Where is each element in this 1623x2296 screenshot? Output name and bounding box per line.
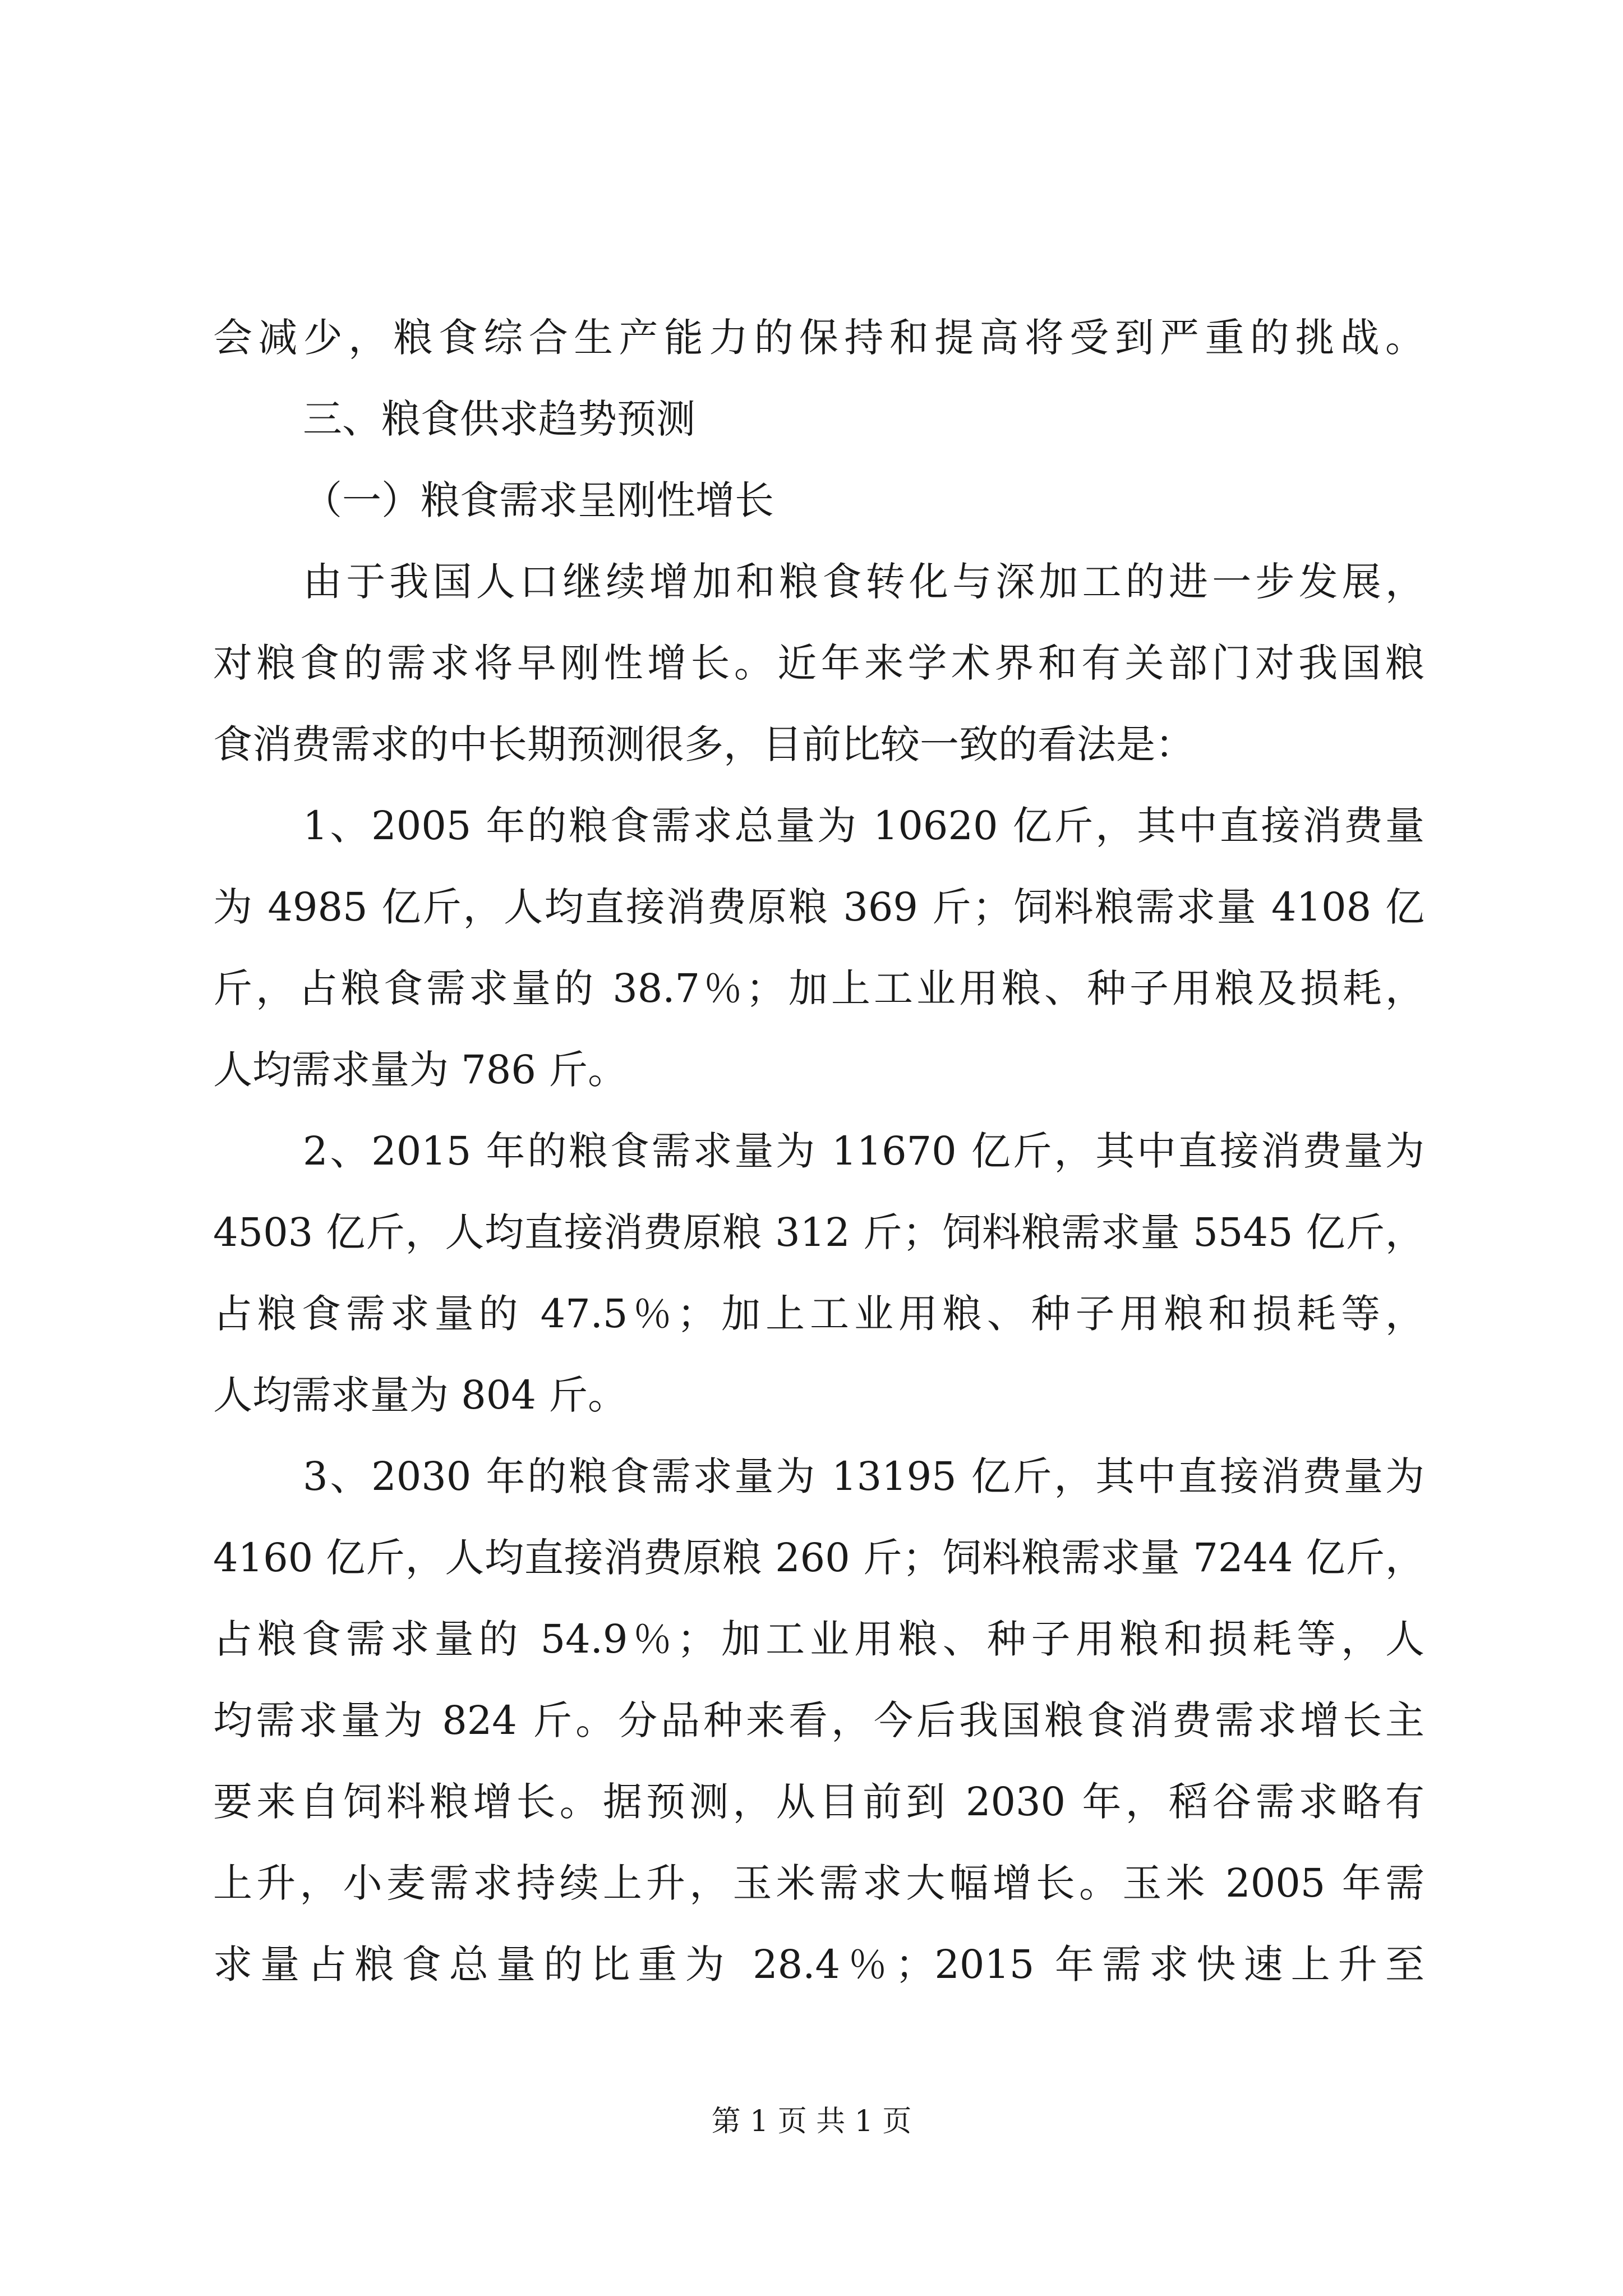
list-item-1-line-4: 人均需求量为 786 斤。: [213, 1047, 628, 1093]
list-item-1-line-3: 斤，占粮食需求量的 38.7％；加上工业用粮、种子用粮及损耗，: [213, 965, 1424, 1011]
list-item-3-line-7: 求量占粮食总量的比重为 28.4％；2015 年需求快速上升至: [213, 1941, 1424, 1987]
list-item-3-line-1: 3、2030 年的粮食需求量为 13195 亿斤，其中直接消费量为: [303, 1453, 1424, 1499]
list-item-3-line-4: 均需求量为 824 斤。分品种来看，今后我国粮食消费需求增长主: [213, 1697, 1424, 1743]
list-item-1-line-1: 1、2005 年的粮食需求总量为 10620 亿斤，其中直接消费量: [303, 803, 1424, 849]
list-item-3-line-3: 占粮食需求量的 54.9％；加工业用粮、种子用粮和损耗等，人: [213, 1616, 1424, 1662]
list-item-2-line-4: 人均需求量为 804 斤。: [213, 1372, 628, 1418]
text-line-1: 会减少，粮食综合生产能力的保持和提高将受到严重的挑战。: [213, 315, 1424, 361]
text-line-6: 食消费需求的中长期预测很多，目前比较一致的看法是：: [213, 721, 1195, 767]
list-item-2-line-2: 4503 亿斤，人均直接消费原粮 312 斤；饲料粮需求量 5545 亿斤，: [213, 1209, 1424, 1255]
text-line-5: 对粮食的需求将早刚性增长。近年来学术界和有关部门对我国粮: [213, 640, 1424, 686]
list-item-3-line-6: 上升，小麦需求持续上升，玉米需求大幅增长。玉米 2005 年需: [213, 1860, 1424, 1906]
subsection-heading: （一）粮食需求呈刚性增长: [303, 477, 774, 523]
list-item-3-line-2: 4160 亿斤，人均直接消费原粮 260 斤；饲料粮需求量 7244 亿斤，: [213, 1535, 1424, 1581]
list-item-3-line-5: 要来自饲料粮增长。据预测，从目前到 2030 年，稻谷需求略有: [213, 1779, 1424, 1825]
list-item-2-line-3: 占粮食需求量的 47.5％；加上工业用粮、种子用粮和损耗等，: [213, 1291, 1424, 1337]
text-line-4: 由于我国人口继续增加和粮食转化与深加工的进一步发展，: [303, 559, 1424, 605]
section-heading: 三、粮食供求趋势预测: [303, 396, 695, 442]
list-item-1-line-2: 为 4985 亿斤，人均直接消费原粮 369 斤；饲料粮需求量 4108 亿: [213, 884, 1424, 930]
list-item-2-line-1: 2、2015 年的粮食需求量为 11670 亿斤，其中直接消费量为: [303, 1128, 1424, 1174]
page-number-footer: 第 1 页 共 1 页: [711, 2105, 912, 2138]
